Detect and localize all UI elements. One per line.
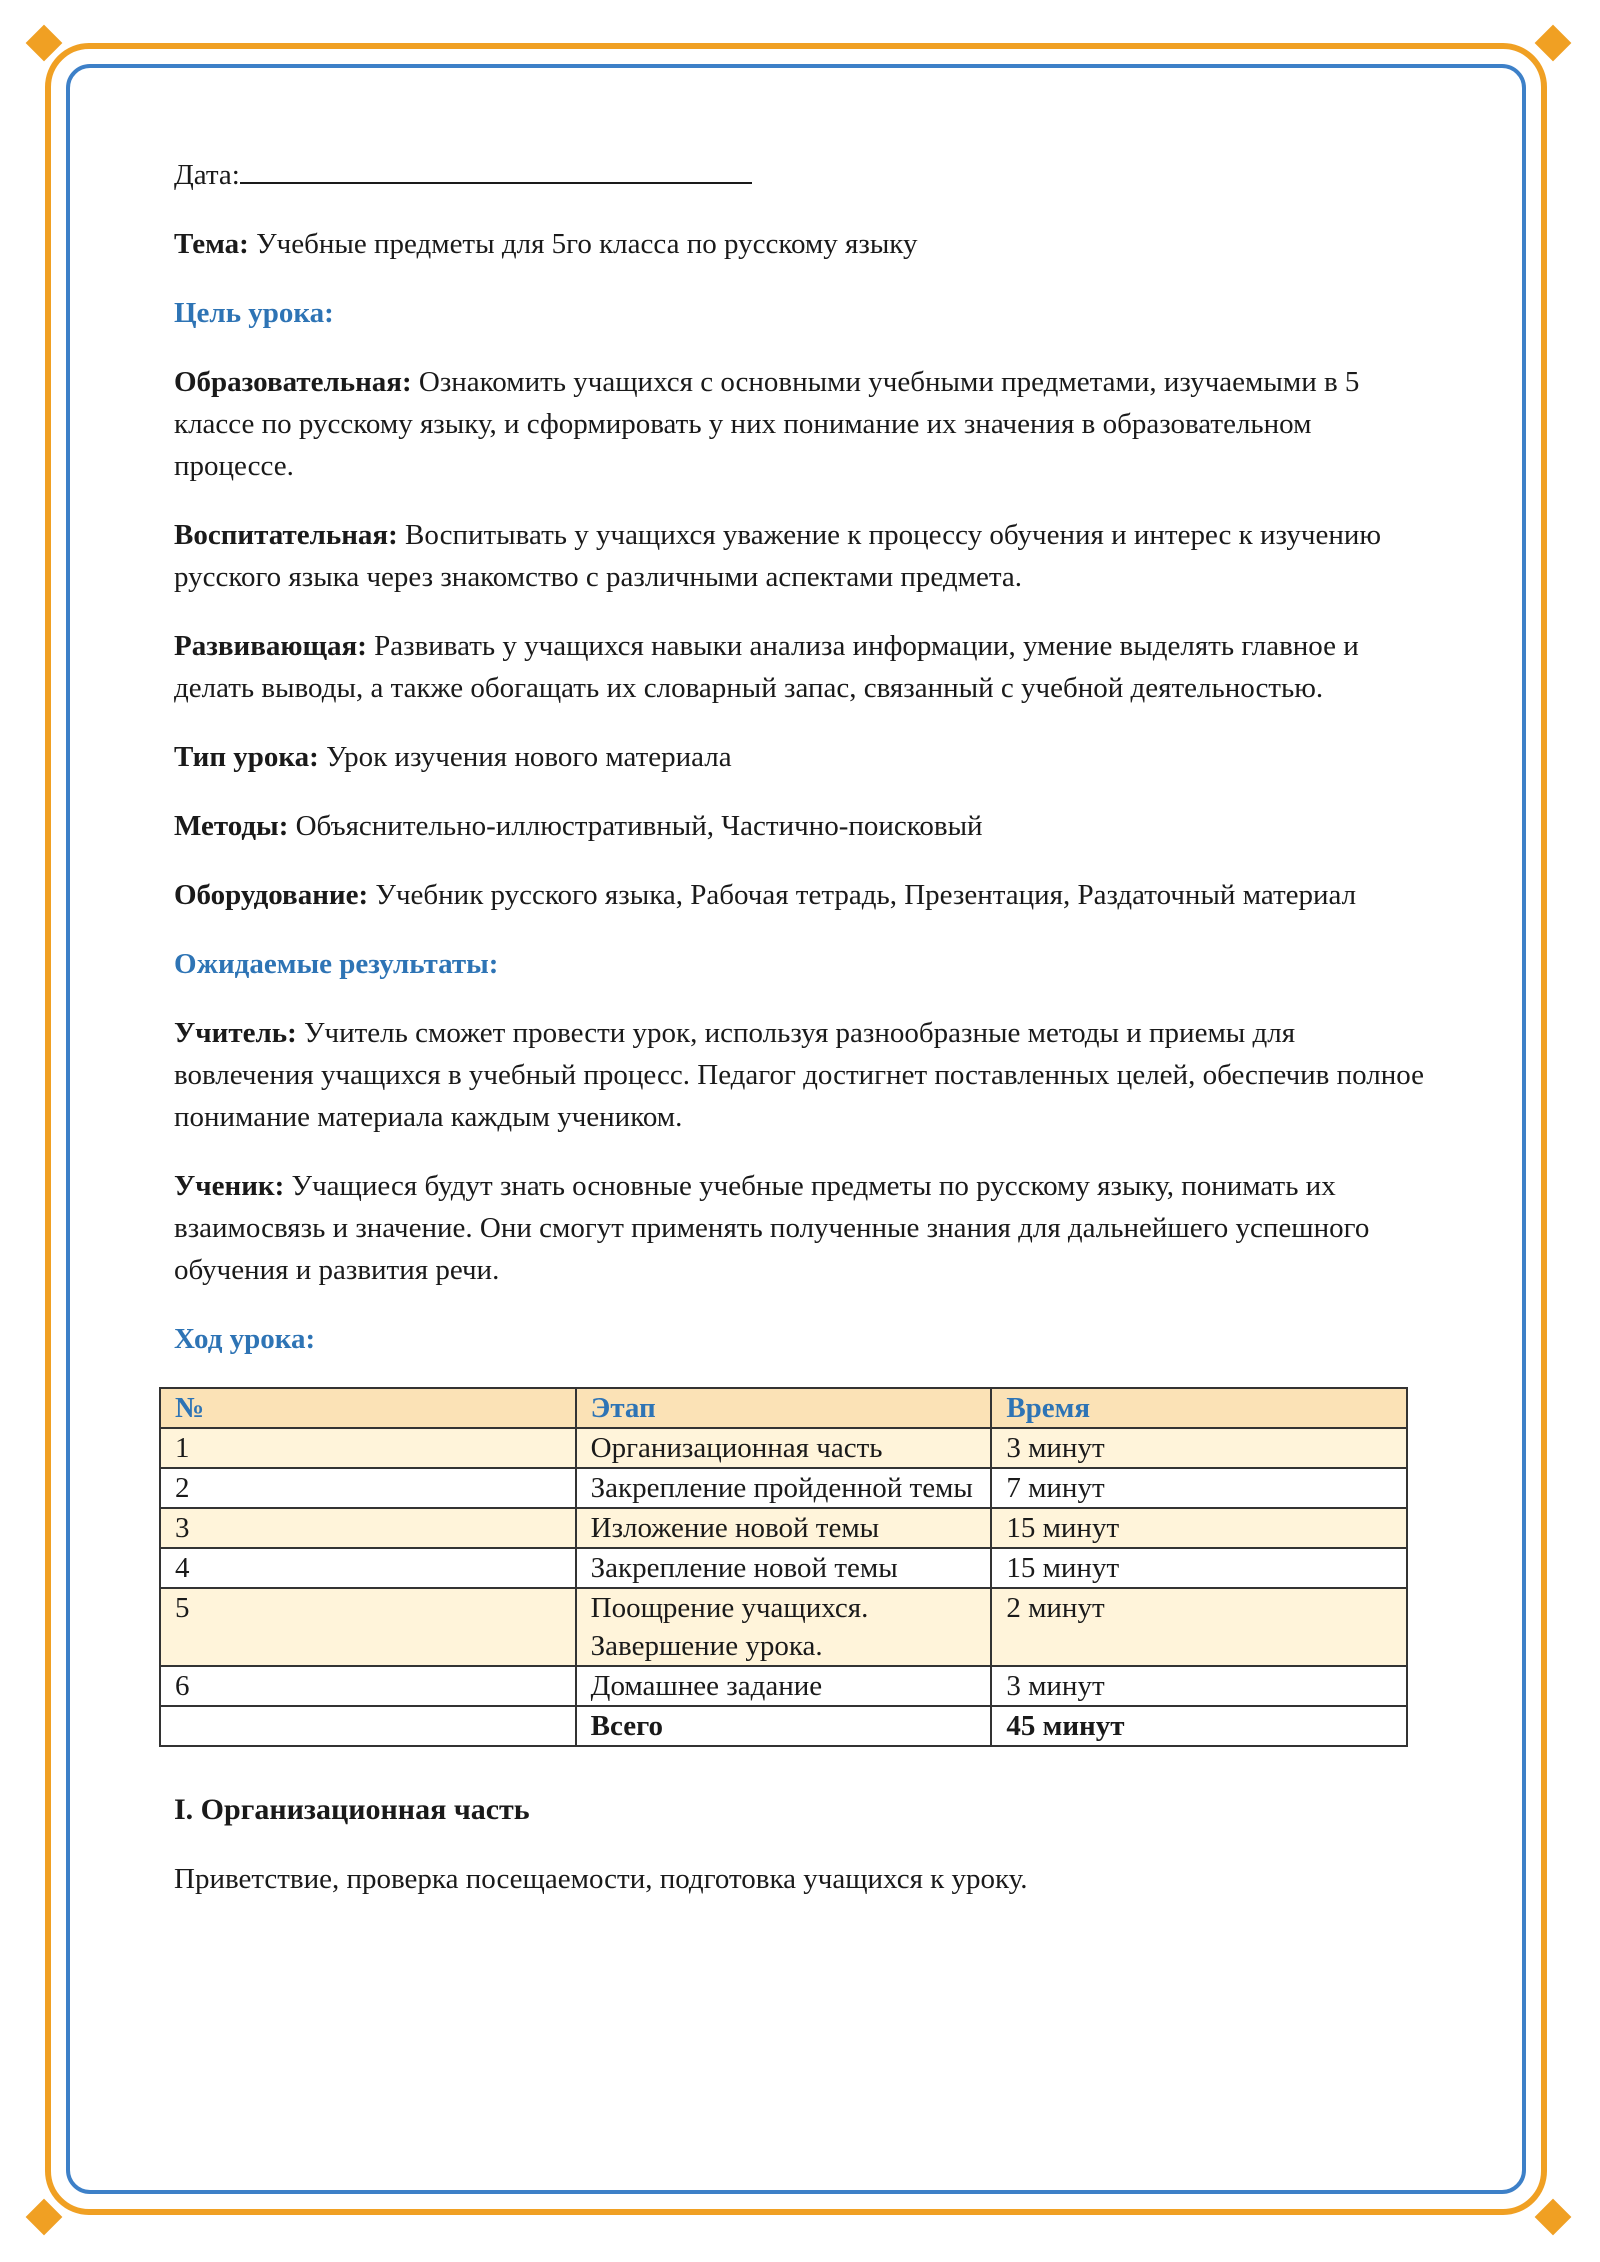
table-row	[160, 1666, 1407, 1706]
table-row	[160, 1428, 1407, 1468]
corner-diamond-icon	[26, 2199, 63, 2236]
lesson-type-value: Урок изучения нового материала	[326, 741, 732, 773]
cell-time: 2 минут	[991, 1588, 1407, 1666]
goals-heading: Цель урока:	[174, 297, 334, 329]
table-row	[160, 1548, 1407, 1588]
table-row	[160, 1508, 1407, 1548]
table-total-row	[160, 1706, 1407, 1746]
goal-upbringing-label: Воспитательная:	[174, 519, 398, 551]
goal-upbringing-text: Воспитывать у учащихся уважение к процессу обучения и интерес к изучению русского языка через знакомство с различными аспектами предмета.	[174, 519, 1382, 593]
equipment-label: Оборудование:	[174, 879, 369, 911]
goal-upbringing	[174, 514, 1424, 598]
lesson-type-label: Тип урока:	[174, 741, 319, 773]
cell-stage: Закрепление пройденной темы	[576, 1468, 992, 1508]
cell-stage: Домашнее задание	[576, 1666, 992, 1706]
cell-time: 15 минут	[991, 1508, 1407, 1548]
cell-number: 3	[160, 1508, 576, 1548]
cell-total-label: Всего	[576, 1706, 992, 1746]
goal-developing-text: Развивать у учащихся навыки анализа информации, умение выделять главное и делать выводы, а также обогащать их словарный запас, связанный с учебной деятельностью.	[174, 630, 1359, 704]
table-header-row	[160, 1388, 1407, 1428]
column-header-time: Время	[991, 1388, 1407, 1428]
equipment	[174, 874, 1424, 916]
topic-value: Учебные предметы для 5го класса по русскому языку	[256, 228, 918, 260]
methods	[174, 805, 1424, 847]
column-header-stage: Этап	[576, 1388, 992, 1428]
results-heading: Ожидаемые результаты:	[174, 948, 499, 980]
cell-number: 4	[160, 1548, 576, 1588]
goal-educational	[174, 361, 1424, 487]
cell-time: 15 минут	[991, 1548, 1407, 1588]
column-header-number: №	[160, 1388, 576, 1428]
result-teacher	[174, 1012, 1424, 1138]
goal-developing	[174, 625, 1424, 709]
cell-number: 1	[160, 1428, 576, 1468]
methods-value: Объяснительно-иллюстративный, Частично-поисковый	[295, 810, 983, 842]
topic	[174, 223, 1424, 265]
result-student-label: Ученик:	[174, 1170, 285, 1202]
lesson-plan-table	[159, 1387, 1408, 1747]
cell-number: 2	[160, 1468, 576, 1508]
cell-stage: Поощрение учащихся. Завершение урока.	[576, 1588, 992, 1666]
cell-total-time: 45 минут	[991, 1706, 1407, 1746]
section-title: I. Организационная часть	[174, 1793, 530, 1826]
cell-number: 6	[160, 1666, 576, 1706]
result-teacher-label: Учитель:	[174, 1017, 297, 1049]
cell-number	[160, 1706, 576, 1746]
date-blank	[240, 150, 752, 184]
lesson-type	[174, 736, 1424, 778]
cell-time: 7 минут	[991, 1468, 1407, 1508]
result-teacher-text: Учитель сможет провести урок, используя разнообразные методы и приемы для вовлечения учащихся в учебный процесс. Педагог достигнет поставленных целей, обеспечив полное понимание материала каждым учеником.	[174, 1017, 1424, 1133]
goal-developing-label: Развивающая:	[174, 630, 367, 662]
document-body	[174, 150, 1424, 1927]
cell-stage: Организационная часть	[576, 1428, 992, 1468]
result-student-text: Учащиеся будут знать основные учебные предметы по русскому языку, понимать их взаимосвязь и значение. Они смогут применять полученные знания для дальнейшего успешного обучения и развития речи.	[174, 1170, 1370, 1286]
corner-diamond-icon	[1535, 2199, 1572, 2236]
progress-heading: Ход урока:	[174, 1323, 316, 1355]
section-text: Приветствие, проверка посещаемости, подготовка учащихся к уроку.	[174, 1863, 1028, 1895]
cell-time: 3 минут	[991, 1428, 1407, 1468]
methods-label: Методы:	[174, 810, 289, 842]
corner-diamond-icon	[1535, 25, 1572, 62]
cell-time: 3 минут	[991, 1666, 1407, 1706]
date-label: Дата:	[174, 159, 240, 191]
goal-educational-text: Ознакомить учащихся с основными учебными предметами, изучаемыми в 5 классе по русскому языку, и сформировать у них понимание их значения в образовательном процессе.	[174, 366, 1360, 482]
cell-stage: Изложение новой темы	[576, 1508, 992, 1548]
goal-educational-label: Образовательная:	[174, 366, 412, 398]
topic-label: Тема:	[174, 228, 249, 260]
cell-number: 5	[160, 1588, 576, 1666]
date-line	[174, 150, 1424, 196]
cell-stage: Закрепление новой темы	[576, 1548, 992, 1588]
table-row	[160, 1468, 1407, 1508]
table-row	[160, 1588, 1407, 1666]
result-student	[174, 1165, 1424, 1291]
equipment-value: Учебник русского языка, Рабочая тетрадь, Презентация, Раздаточный материал	[375, 879, 1357, 911]
